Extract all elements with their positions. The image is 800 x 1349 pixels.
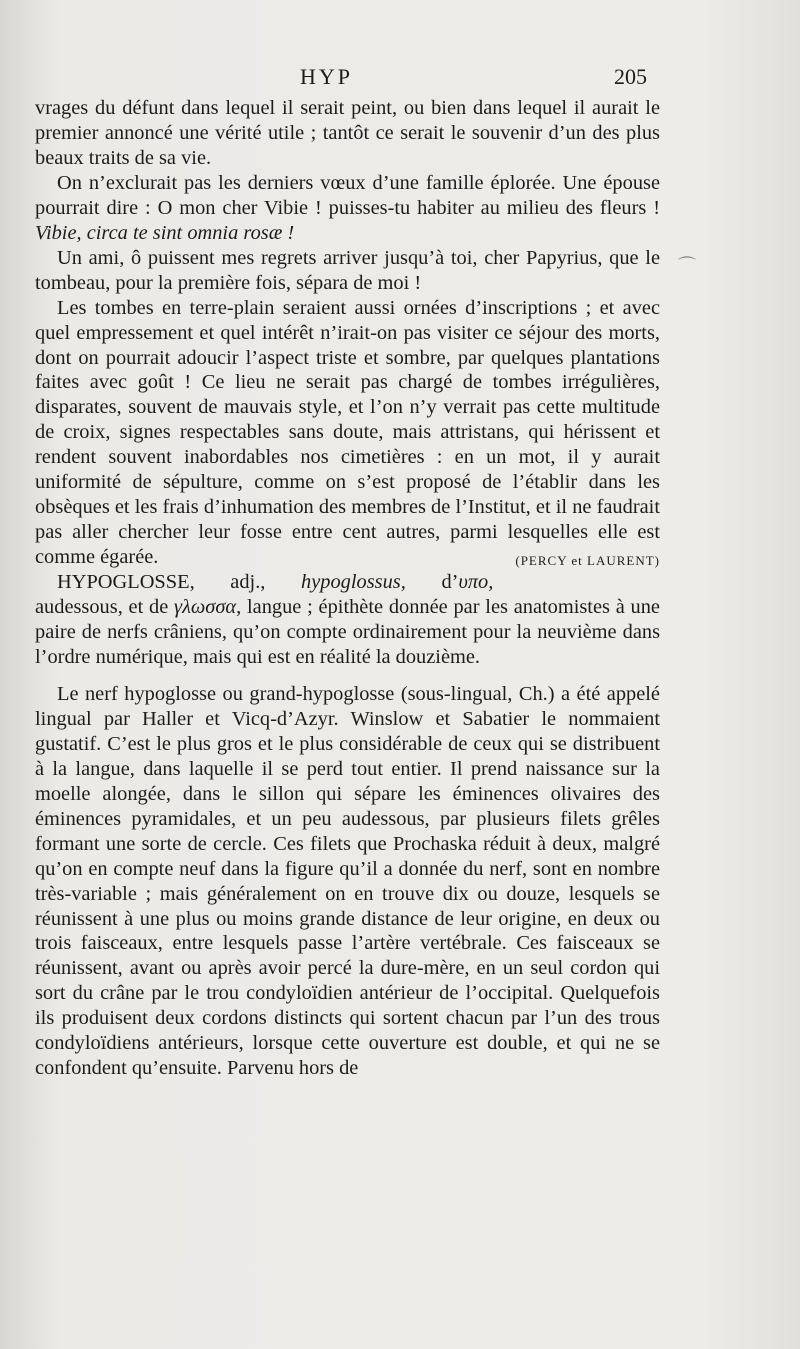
author-credit: (PERCY et LAURENT) — [515, 553, 660, 569]
body-text — [35, 96, 660, 1081]
paragraph-2-text: On n’exclurait pas les derniers vœux d’une famille éplorée. Une épouse pourrait dire : O mon cher Vibie ! puisses-tu habiter au milieu des fleurs ! — [35, 171, 660, 219]
latin-epitaph: Vibie, circa te sint omnia rosæ ! — [35, 221, 295, 244]
page-number: 205 — [614, 64, 647, 89]
entry-latin-term: hypoglossus, — [301, 571, 406, 594]
entry-headword: HYPOGLOSSE — [57, 571, 190, 594]
paragraph-2 — [35, 171, 660, 246]
page-header — [0, 64, 800, 94]
entry-text-b: d’ — [441, 571, 459, 594]
paragraph-3-text: Un ami, ô puissent mes regrets arriver jusqu’à toi, cher Papyrius, que le tombeau, pour la première fois, sépara de moi ! — [35, 246, 660, 294]
entry-greek-2: γλωσσα, — [174, 596, 242, 619]
entry-hypoglosse — [35, 570, 660, 670]
entry-greek-1: υπο, — [458, 571, 494, 594]
running-head: HYP — [300, 64, 354, 89]
paragraph-6-text: Le nerf hypoglosse ou grand-hypoglosse (sous-lingual, Ch.) a été appelé lingual par Haller et Vicq-d’Azyr. Winslow et Sabatier le nommaient gustatif. C’est le plus gros et le plus considérable de ceux qui se distribuent à la langue, dans laquelle il se perd tout entier. Il prend naissance sur la moelle alongée, dans le sillon qui sépare les éminences olivaires des éminences pyramidales, et un peu audessous, par plusieurs filets grêles formant une sorte de cercle. Ces filets que Prochaska réduit à deux, malgré qu’on en compte neuf dans la figure qu’il a donnée du nerf, sont en nombre très-variable ; mais généralement on en trouve dix ou douze, lesquels se réunissent à une plus ou moins grande distance de leur origine, en deux ou trois faisceaux, entre lesquels passe l’artère vertébrale. Ces faisceaux se réunissent, avant ou après avoir percé la dure-mère, en un seul cordon qui sort du crâne par le trou condyloïdien antérieur de l’occipital. Quelquefois ils produisent deux cordons distincts qui sortent chacun par l’un des trous condyloïdiens antérieurs, lorsque cette ouverture est double, et qui ne se confondent qu’ensuite. Parvenu hors de — [35, 682, 660, 1080]
entry-text-d: langue ; épithète donnée par les anatomistes à une paire de nerfs crâniens, qu’on compte ordinairement pour la neuvième dans l’ordre numérique, mais qui est en réalité la douzième. — [35, 596, 660, 668]
paragraph-6 — [35, 682, 660, 1081]
margin-pencil-mark: ⌒ — [678, 256, 696, 277]
paragraph-1 — [35, 96, 660, 171]
entry-text-a: , adj., — [189, 571, 266, 594]
entry-text-c: audessous, et de — [35, 596, 169, 619]
paragraph-gap — [35, 670, 660, 682]
paragraph-1-text: vrages du défunt dans lequel il serait peint, ou bien dans lequel il aurait le premier annoncé une vérité utile ; tantôt ce serait le souvenir d’un des plus beaux traits de sa vie. — [35, 97, 660, 169]
paragraph-4-text: Les tombes en terre-plain seraient aussi ornées d’inscriptions ; et avec quel empressement et quel intérêt n’irait-on pas visiter ce séjour des morts, dont on pourrait adoucir l’aspect triste et sombre, par quelques plantations faites avec goût ! Ce lieu ne serait pas chargé de tombes irrégulières, disparates, souvent de mauvais style, et l’on n’y verrait pas cette multitude de croix, signes respectables sans doute, mais attristans, qui hérissent et rendent souvent inabordables nos cimetières : en un mot, il y aurait uniformité de sépulture, comme on s’est proposé de l’établir dans les obsèques et les frais d’inhumation des membres de l’Institut, et il ne faudrait pas aller chercher leur fosse entre cent autres, parmi lesquelles elle est comme égarée. — [35, 296, 660, 569]
paragraph-4 — [35, 296, 660, 570]
paragraph-3 — [35, 246, 660, 296]
